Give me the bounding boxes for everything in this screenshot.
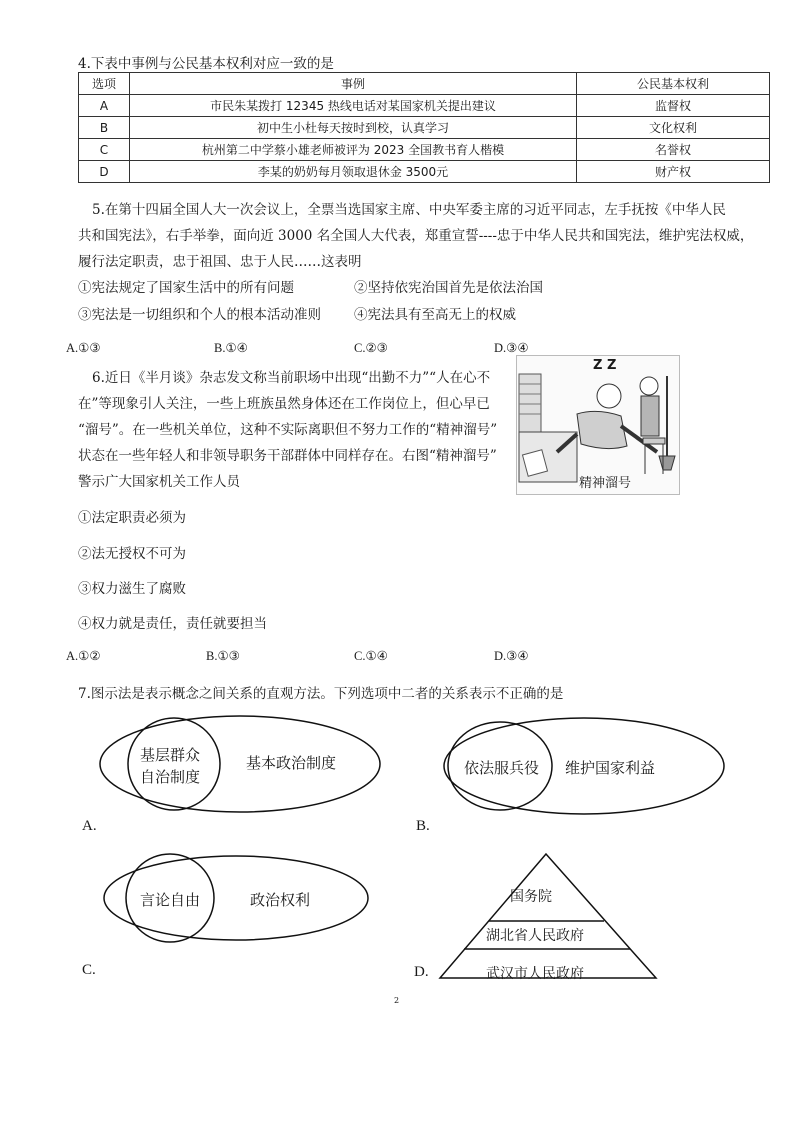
diagram-d-bottom-label: 武汉市人民政府: [486, 967, 584, 982]
q4-stem: 4.下表中事例与公民基本权利对应一致的是: [78, 56, 334, 72]
diagram-b-outer-label: 维护国家利益: [565, 761, 656, 777]
cell-case: 市民朱某拨打 12345 热线电话对某国家机关提出建议: [130, 95, 577, 117]
table-header-row: [79, 73, 770, 95]
diagram-c-outer-label: 政治权利: [250, 893, 311, 909]
q5-item-3: ③宪法是一切组织和个人的根本活动准则: [78, 307, 321, 323]
cell-option: D: [79, 161, 130, 183]
zzz-text: Z Z: [593, 358, 617, 373]
q5-option-d[interactable]: D.③④: [494, 341, 529, 355]
q5-item-2: ②坚持依宪治国首先是依法治国: [354, 280, 543, 296]
cell-right: 名誉权: [577, 139, 770, 161]
q4-table: [78, 72, 770, 183]
cell-right: 监督权: [577, 95, 770, 117]
q5-line-1: 5.在第十四届全国人大一次会议上，全票当选国家主席、中央军委主席的习近平同志，左手抚按《中华人民: [92, 202, 726, 218]
q6-line-1: 6.近日《半月谈》杂志发文称当前职场中出现“出勤不力”“人在心不: [92, 370, 491, 386]
diagram-d-middle-label: 湖北省人民政府: [486, 929, 584, 944]
cell-right: 文化权利: [577, 117, 770, 139]
q6-option-c[interactable]: C.①④: [354, 649, 388, 663]
q5-line-3: 履行法定职责，忠于祖国、忠于人民……这表明: [78, 254, 362, 270]
diagram-a-letter[interactable]: A.: [82, 818, 97, 834]
q6-line-5: 警示广大国家机关工作人员: [78, 474, 240, 490]
cell-case: 初中生小杜每天按时到校，认真学习: [130, 117, 577, 139]
diagram-d-letter[interactable]: D.: [414, 964, 429, 980]
diagram-b-letter[interactable]: B.: [416, 818, 430, 834]
q6-item-2: ②法无授权不可为: [78, 546, 186, 562]
diagram-d-triangle: [440, 854, 656, 978]
q6-line-2: 在”等现象引人关注，一些上班族虽然身体还在工作岗位上，但心早已: [78, 396, 490, 412]
q6-option-a[interactable]: A.①②: [66, 649, 101, 663]
q6-item-4: ④权力就是责任，责任就要担当: [78, 616, 267, 632]
q6-line-4: 状态在一些年轻人和非领导职务干部群体中同样存在。右图“精神溜号”: [78, 448, 497, 464]
diagram-a-inner-line1: 基层群众: [140, 748, 201, 764]
cell-case: 杭州第二中学蔡小雄老师被评为 2023 全国教书育人楷模: [130, 139, 577, 161]
table-row: [79, 117, 770, 139]
q6-item-3: ③权力滋生了腐败: [78, 581, 186, 597]
cell-option: C: [79, 139, 130, 161]
q6-line-3: “溜号”。在一些机关单位，这种不实际离职但不努力工作的“精神溜号”: [78, 422, 498, 438]
q5-item-4: ④宪法具有至高无上的权威: [354, 307, 516, 323]
diagram-b-inner-label: 依法服兵役: [464, 761, 540, 777]
q5-item-1: ①宪法规定了国家生活中的所有问题: [78, 280, 294, 296]
q6-option-d[interactable]: D.③④: [494, 649, 529, 663]
q5-option-b[interactable]: B.①④: [214, 341, 248, 355]
cell-option: B: [79, 117, 130, 139]
header-option: 选项: [79, 73, 130, 95]
cell-option: A: [79, 95, 130, 117]
table-row: [79, 139, 770, 161]
q5-option-a[interactable]: A.①③: [66, 341, 101, 355]
header-right: 公民基本权利: [577, 73, 770, 95]
cell-case: 李某的奶奶每月领取退休金 3500元: [130, 161, 577, 183]
q6-item-1: ①法定职责必须为: [78, 510, 186, 526]
header-case: 事例: [130, 73, 577, 95]
q7-stem: 7.图示法是表示概念之间关系的直观方法。下列选项中二者的关系表示不正确的是: [78, 686, 564, 702]
diagram-d-top-label: 国务院: [510, 890, 552, 905]
diagram-a-outer-label: 基本政治制度: [246, 756, 337, 772]
q5-option-c[interactable]: C.②③: [354, 341, 388, 355]
image-caption: 精神溜号: [579, 476, 632, 491]
cartoon-image: [516, 355, 680, 495]
q5-line-2: 共和国宪法》，右手举拳，面向近 3000 名全国人大代表，郑重宣誓----忠于中华人民共和国宪法，维护宪法权威，: [78, 228, 754, 244]
table-row: [79, 161, 770, 183]
diagram-c-inner-label: 言论自由: [140, 893, 201, 909]
diagram-c-letter[interactable]: C.: [82, 962, 96, 978]
q6-option-b[interactable]: B.①③: [206, 649, 240, 663]
table-row: [79, 95, 770, 117]
cell-right: 财产权: [577, 161, 770, 183]
page-number: 2: [394, 996, 400, 1005]
diagram-a-inner-line2: 自治制度: [140, 770, 201, 786]
